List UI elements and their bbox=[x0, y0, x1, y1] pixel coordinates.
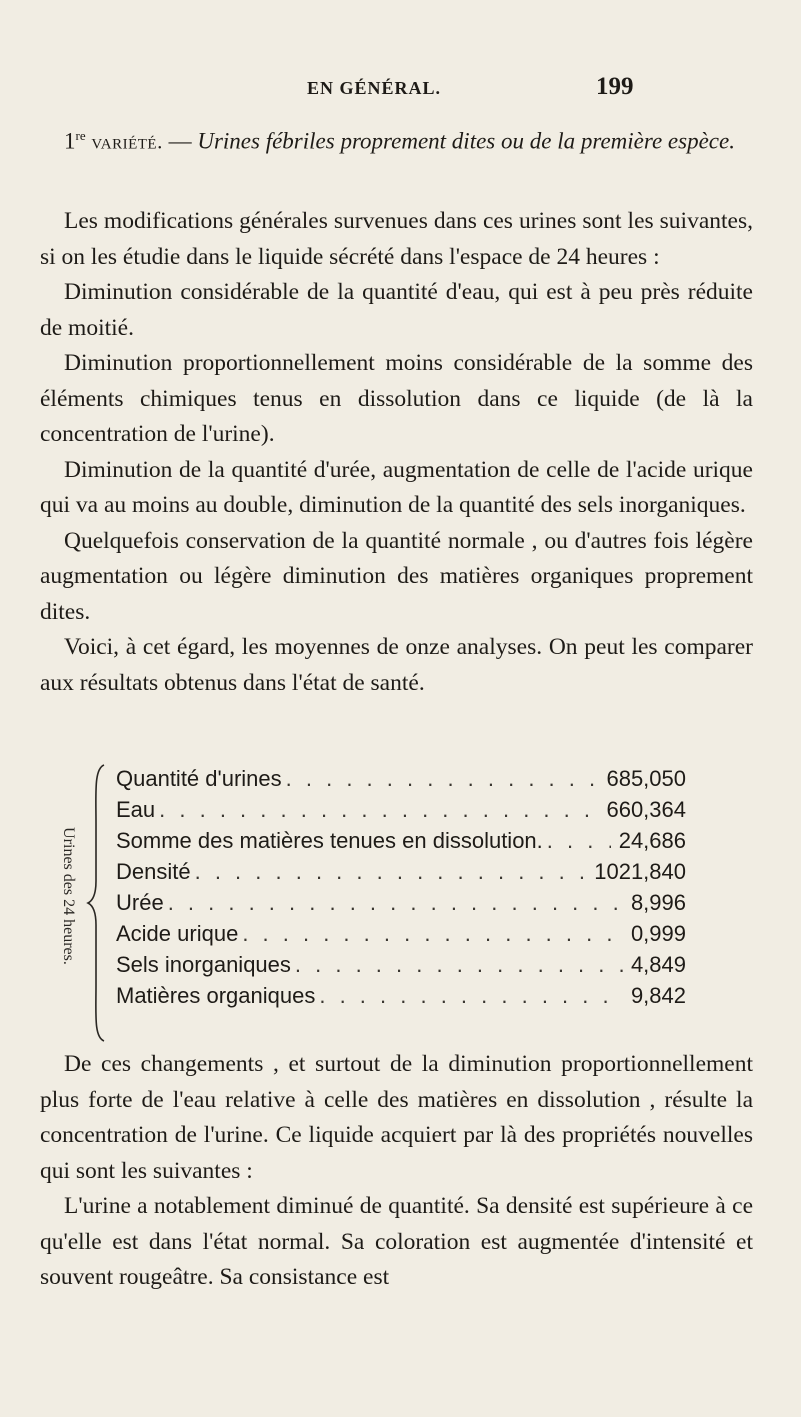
leader-dots bbox=[319, 980, 623, 1011]
table-row bbox=[116, 825, 686, 856]
table-row bbox=[116, 980, 686, 1011]
paragraph: Les modifications générales survenues dans ces urines sont les suivantes, si on les étudie dans le liquide sécrété dans l'espace de 24 heures : bbox=[40, 208, 753, 270]
table-row bbox=[116, 918, 686, 949]
row-value: 685,050 bbox=[606, 766, 686, 791]
paragraph: De ces changements , et surtout de la diminution proportionnellement plus forte de l'eau relative à celle des matières en dissolution , résulte la concentration de l'urine. Ce liquide acquiert par là des propriétés nouvelles qui sont les suivantes : bbox=[40, 1051, 753, 1184]
leader-dots bbox=[159, 794, 598, 825]
row-value: 8,996 bbox=[630, 890, 686, 915]
heading-title: Urines fébriles proprement dites ou de la première espèce. bbox=[197, 128, 735, 154]
leader-dots bbox=[242, 918, 623, 949]
leader-dots bbox=[295, 949, 623, 980]
paragraph: Diminution de la quantité d'urée, augmentation de celle de l'acide urique qui va au moins au double, diminution de la quantité des sels inorganiques. bbox=[40, 456, 753, 518]
row-label: Acide urique bbox=[116, 921, 239, 946]
table-row bbox=[116, 949, 686, 980]
heading-dash: — bbox=[162, 128, 198, 154]
row-label: Matières organiques bbox=[116, 983, 316, 1008]
analysis-table bbox=[48, 763, 748, 1043]
table-rows bbox=[116, 763, 686, 1011]
row-value: 1021,840 bbox=[594, 859, 686, 884]
paragraph: L'urine a notablement diminué de quantité. Sa densité est supérieure à ce qu'elle est dans l'état normal. Sa coloration est augmentée d'intensité et souvent rougeâtre. Sa consistance est bbox=[40, 1193, 753, 1290]
table-side-label bbox=[50, 771, 86, 1021]
section-heading bbox=[64, 117, 754, 161]
row-value: 24,686 bbox=[618, 828, 686, 853]
heading-variety: variété. bbox=[91, 129, 163, 154]
row-value: 0,999 bbox=[630, 921, 686, 946]
heading-ordinal-suffix: re bbox=[75, 128, 86, 143]
page-number: 199 bbox=[596, 73, 634, 100]
leader-dots bbox=[547, 825, 611, 856]
row-label: Eau bbox=[116, 797, 156, 822]
leader-dots bbox=[168, 887, 623, 918]
table-row bbox=[116, 856, 686, 887]
running-title: EN GÉNÉRAL. bbox=[307, 78, 442, 98]
leader-dots bbox=[286, 763, 599, 794]
row-value: 660,364 bbox=[606, 797, 686, 822]
leader-dots bbox=[195, 856, 587, 887]
paragraph: Voici, à cet égard, les moyennes de onze analyses. On peut les comparer aux résultats obtenus dans l'état de santé. bbox=[40, 634, 753, 696]
row-label: Somme des matières tenues en dissolution. bbox=[116, 828, 543, 853]
table-row bbox=[116, 763, 686, 794]
row-label: Quantité d'urines bbox=[116, 766, 282, 791]
running-head bbox=[0, 73, 801, 108]
paragraph: Diminution considérable de la quantité d'eau, qui est à peu près réduite de moitié. bbox=[40, 279, 753, 341]
paragraph: Diminution proportionnellement moins considérable de la somme des éléments chimiques tenus en dissolution dans ce liquide (de là la concentration de l'urine). bbox=[40, 350, 753, 447]
row-value: 4,849 bbox=[630, 952, 686, 977]
paragraph: Quelquefois conservation de la quantité normale , ou d'autres fois légère augmentation ou légère diminution des matières organiques proprement dites. bbox=[40, 527, 753, 625]
side-label-text: Urines des 24 heures. bbox=[60, 827, 77, 965]
body-text-after bbox=[40, 1047, 753, 1296]
row-value: 9,842 bbox=[630, 983, 686, 1008]
row-label: Urée bbox=[116, 890, 164, 915]
row-label: Densité bbox=[116, 859, 191, 884]
brace-icon bbox=[86, 763, 106, 1043]
body-text-before bbox=[40, 204, 753, 701]
heading-ordinal: 1 bbox=[64, 128, 76, 154]
table-row bbox=[116, 887, 686, 918]
table-row bbox=[116, 794, 686, 825]
row-label: Sels inorganiques bbox=[116, 952, 291, 977]
